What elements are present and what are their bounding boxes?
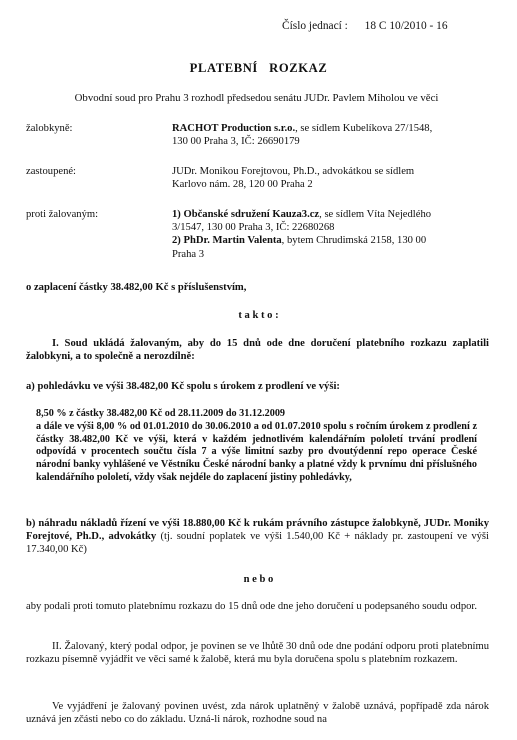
defendants-info — [172, 208, 477, 261]
defendants-label: proti žalovaným: — [26, 209, 99, 220]
plaintiff-info — [172, 122, 477, 148]
plaintiff-address-1: , se sídlem Kubelíkova 27/1548, — [295, 123, 433, 134]
defendant1-address-1: , se sídlem Víta Nejedlého — [319, 209, 432, 220]
order-paragraph-3: Ve vyjádření je žalovaný povinen uvést, zda nárok uplatněný v žalobě uznává, popřípadě zda nárok uznává jen zčásti nebo co do základu. Uzná-li nárok, rozhodne soud na — [26, 701, 489, 726]
nebo-heading: n e b o — [243, 574, 274, 585]
item-a-heading: a) pohledávku ve výši 38.482,00 Kč spolu s úrokem z prodlení ve výši: — [26, 381, 340, 392]
defendant1-name: 1) Občanské sdružení Kauza3.cz — [172, 209, 320, 220]
defendant2-address-2: Praha 3 — [172, 248, 205, 260]
takto-heading: t a k t o : — [238, 310, 279, 321]
defendant1-address-2: 3/1547, 130 00 Praha 3, IČ: 22680268 — [172, 222, 335, 234]
case-number-label: Číslo jednací : — [282, 20, 348, 32]
subject-line: o zaplacení částky 38.482,00 Kč s příslušenstvím, — [26, 282, 247, 293]
item-b-bold: b) náhradu nákladů řízení ve výši 18.880,00 Kč k rukám právního zástupce žalobkyně, JUDr. Moniky Forejtové, Ph.D., advokátky — [26, 518, 489, 543]
item-b-detail: (tj. soudní poplatek ve výši 1.540,00 Kč + náklady pr. zastoupení ve výši 17.340,00 Kč) — [26, 531, 489, 556]
case-number-line — [282, 20, 448, 33]
item-b-paragraph — [26, 517, 489, 557]
order-paragraph-1: I. Soud ukládá žalovaným, aby do 15 dnů ode dne doručení platebního rozkazu zaplatili žalobkyni, a to společně a nerozdílně: — [26, 338, 489, 363]
representative-label: zastoupené: — [26, 166, 77, 177]
representative-line-1: JUDr. Monikou Forejtovou, Ph.D., advokátkou se sídlem — [172, 166, 415, 177]
plaintiff-name: RACHOT Production s.r.o. — [172, 123, 296, 134]
defendant2-address-1: , bytem Chrudimská 2158, 130 00 — [281, 235, 427, 247]
defendant2-name: 2) PhDr. Martin Valenta — [172, 235, 282, 247]
representative-line-2: Karlovo nám. 28, 120 00 Praha 2 — [172, 179, 313, 191]
case-number-value: 18 C 10/2010 - 16 — [364, 20, 448, 32]
plaintiff-address-2: 130 00 Praha 3, IČ: 26690179 — [172, 136, 300, 148]
interest-line-1: 8,50 % z částky 38.482,00 Kč od 28.11.2009 do 31.12.2009 — [36, 408, 286, 419]
plaintiff-label: žalobkyně: — [26, 123, 73, 134]
document-title: PLATEBNÍ ROZKAZ — [189, 61, 328, 75]
interest-line-2: a dále ve výši 8,00 % od 01.01.2010 do 30.06.2010 a od 01.07.2010 spolu s ročním úrokem z prodlení z částky 38.482,00 Kč ve výši, která v každém jednotlivém kalendářním pololetí trvání prodlení odpovídá v procentech součtu čísla 7 a výše limitní sazby pro dvoutýdenní repo operace České národní banky vyhlášené ve Věstníku České národní banky a platné vždy k prvnímu dni příslušného kalendářního pololetí, vždy však nejdéle do zaplacení jistiny pohledávky, — [36, 420, 477, 483]
interest-block — [36, 408, 477, 485]
objection-paragraph: aby podali proti tomuto platebnímu rozkazu do 15 dnů ode dne jeho doručení u podepsaného soudu odpor. — [26, 601, 478, 612]
intro-text: Obvodní soud pro Prahu 3 rozhodl předsedou senátu JUDr. Pavlem Miholou ve věci — [74, 92, 439, 104]
representative-info — [172, 165, 477, 191]
order-paragraph-2: II. Žalovaný, který podal odpor, je povinen se ve lhůtě 30 dnů ode dne podání odporu proti platebnímu rozkazu písemně vyjádřit ve věci samé k žalobě, která mu byla doručena spolu s platebním rozkazem. — [26, 641, 489, 666]
